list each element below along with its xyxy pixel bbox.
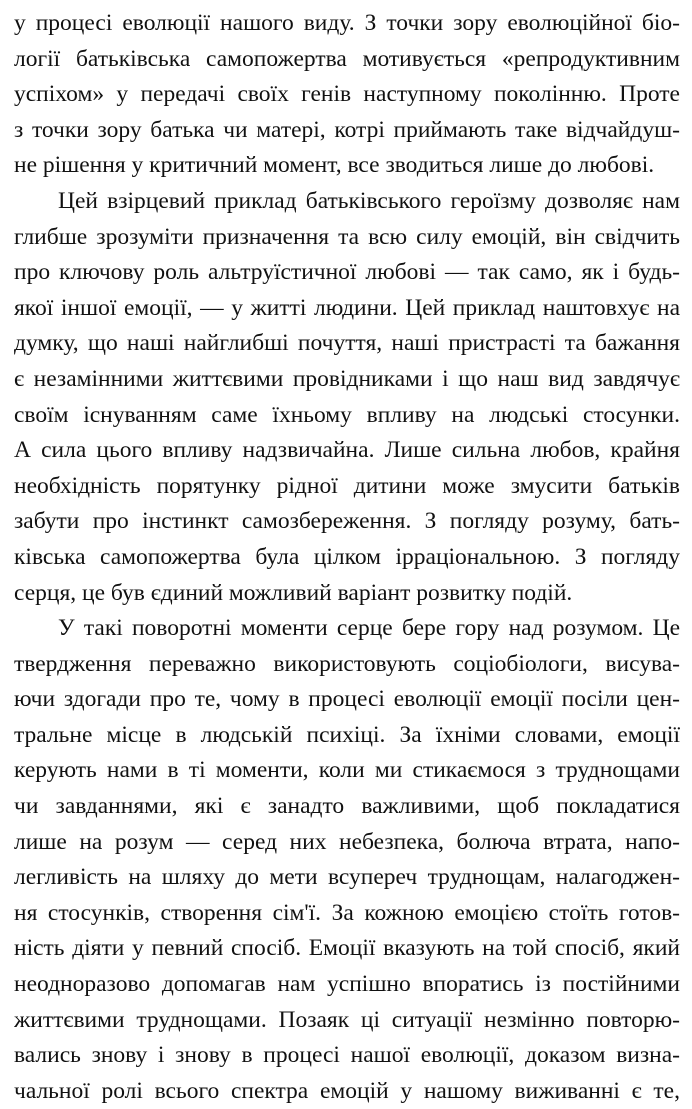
text-line: чальної ролі всього спектра емоцій у нашому виживанні є те, — [14, 1077, 680, 1104]
text-line: успіхом» у передачі своїх генів наступному поколінню. Проте — [14, 81, 680, 108]
text-line: твердження переважно використовують соціобіологи, висува- — [14, 650, 680, 677]
text-line: ючи здогади про те, чому в процесі еволюції емоції посіли цен- — [14, 686, 680, 713]
text-line: неодноразово допомагав нам успішно впоратись із постійними — [14, 971, 680, 998]
text-line: якої іншої емоції, — у житті людини. Цей приклад наштовхує на — [14, 294, 680, 321]
text-line: у процесі еволюції нашого виду. З точки зору еволюційної біо- — [14, 10, 680, 36]
text-line: вались знову і знову в процесі нашої еволюції, доказом визна- — [14, 1042, 680, 1069]
paragraph-1 — [14, 6, 680, 184]
text-line: є незамінними життєвими провідниками і що наш вид завдячує — [14, 365, 680, 392]
text-line: ність діяти у певний спосіб. Емоції вказують на той спосіб, який — [14, 935, 680, 962]
paragraph-3 — [14, 611, 680, 1109]
text-line: життєвими труднощами. Позаяк ці ситуації незмінно повторю- — [14, 1006, 680, 1033]
text-line: забути про інстинкт самозбереження. З погляду розуму, бать- — [14, 508, 680, 535]
text-line: своїм існуванням саме їхньому впливу на людські стосунки. — [14, 401, 680, 428]
text-line: А сила цього впливу надзвичайна. Лише сильна любов, крайня — [14, 437, 680, 464]
text-line: лише на розум — серед них небезпека, болюча втрата, напо- — [14, 828, 680, 855]
text-line: тральне місце в людській психіці. За їхніми словами, емоції — [14, 721, 680, 748]
text-line: легливість на шляху до мети всупереч труднощам, налагоджен- — [14, 864, 680, 891]
text-line: чи завданнями, які є занадто важливими, щоб покладатися — [14, 793, 680, 820]
paragraph-2 — [14, 184, 680, 611]
text-line: глибше зрозуміти призначення та всю силу емоцій, він свідчить — [14, 223, 680, 250]
text-line: серця, це був єдиний можливий варіант розвитку подій. — [14, 579, 573, 606]
text-line: з точки зору батька чи матері, котрі приймають таке відчайдуш- — [14, 116, 680, 143]
text-line: ківська самопожертва була цілком ірраціональною. З погляду — [14, 543, 680, 570]
text-line: ня стосунків, створення сім'ї. За кожною емоцією стоїть готов- — [14, 899, 680, 926]
text-line: не рішення у критичний момент, все зводиться лише до любові. — [14, 152, 655, 179]
text-line: логії батьківська самопожертва мотивується «репродуктивним — [14, 45, 680, 72]
text-line: керують нами в ті моменти, коли ми стикаємося з труднощами — [14, 757, 680, 784]
text-line: У такі поворотні моменти серце бере гору над розумом. Це — [58, 615, 680, 642]
text-line: необхідність порятунку рідної дитини може змусити батьків — [14, 472, 680, 499]
text-line: про ключову роль альтруїстичної любові — так само, як і будь- — [14, 259, 680, 286]
text-line: думку, що наші найглибші почуття, наші пристрасті та бажання — [14, 330, 680, 357]
text-line: Цей взірцевий приклад батьківського героїзму дозволяє нам — [58, 187, 680, 214]
